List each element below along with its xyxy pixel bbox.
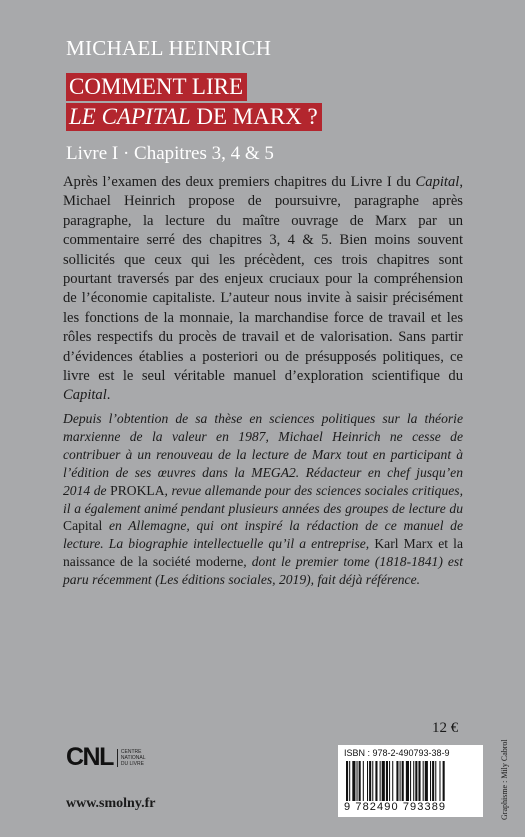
author-biography	[63, 410, 463, 589]
bio-text-4: Capital	[63, 518, 103, 534]
blurb-italic-1: Capital	[415, 174, 460, 190]
bio-text-3: , revue allemande pour des sciences sociales critiques, il a également animé pendant plusieurs années des groupes de lecture du	[63, 482, 463, 516]
bio-text-7: , dont le premier tome (1818-1841) est paru récemment (Les éditions sociales, 2019), fait déjà référence.	[63, 554, 464, 588]
cnl-line-3: DU LIVRE	[120, 760, 144, 767]
book-title-italic: LE CAPITAL	[69, 104, 191, 129]
blurb-text-1: Après l’examen des deux premiers chapitres du Livre I du	[63, 174, 416, 190]
price-label: 12 €	[432, 720, 459, 736]
cnl-logo	[66, 743, 146, 772]
back-cover-blurb	[63, 173, 463, 406]
barcode-digits: 9 782490 793389	[344, 801, 447, 813]
blurb-text-2: , Michael Heinrich propose de poursuivre, paragraphe après paragraphe, la lecture du maître ouvrage de Marx par un commentaire serré des chapitres 3, 4 & 5. Bien moins souvent sollicités que ceux qui les précèdent, ces trois chapitres sont pourtant traversés par des enjeux cruciaux pour la compréhension de l’économie capitaliste. L’auteur nous invite à saisir précisément les fonctions de la monnaie, la marchandise force de travail et les rôles respectifs du procès de travail et de valorisation. Sans partir d’évidences établies a posteriori ou de présupposés politiques, ce livre est le seul véritable manuel d’exploration scientifique du	[63, 174, 463, 385]
author-name: MICHAEL HEINRICH	[66, 36, 272, 60]
cnl-logo-mark: CNL	[66, 743, 113, 771]
blurb-italic-2: Capital	[63, 387, 107, 404]
book-title-line-1: COMMENT LIRE	[66, 73, 247, 101]
graphic-design-credit: Graphisme : Mily Cabrol	[500, 739, 509, 820]
cnl-logo-text	[117, 749, 146, 767]
barcode-icon	[346, 761, 476, 801]
book-title-rest: DE MARX ?	[190, 104, 318, 129]
cnl-line-1: CENTRE	[120, 748, 142, 755]
blurb-text-3: .	[106, 387, 111, 404]
bio-text-2: PROKLA	[110, 482, 165, 498]
publisher-website: www.smolny.fr	[66, 796, 156, 811]
cnl-line-2: NATIONAL	[120, 754, 146, 761]
bio-text-5: en Allemagne, qui ont inspiré la rédaction de ce manuel de lecture. La biographie intellectuelle qu’il a entreprise,	[63, 518, 463, 552]
isbn-barcode	[338, 745, 483, 817]
bio-text-1: Depuis l’obtention de sa thèse en sciences politiques sur la théorie marxienne de la valeur en 1987, Michael Heinrich ne cesse de contribuer à un renouveau de la lecture de Marx tout en participant à l’édition de ses œuvres dans la MEGA2. Rédacteur en chef jusqu’en 2014 de	[63, 411, 463, 498]
isbn-label: ISBN : 978-2-490793-38-9	[344, 748, 450, 758]
bio-text-6: Karl Marx et la naissance de la société moderne	[63, 536, 463, 570]
book-title-line-2	[66, 103, 322, 131]
book-subtitle: Livre I · Chapitres 3, 4 & 5	[66, 143, 274, 164]
